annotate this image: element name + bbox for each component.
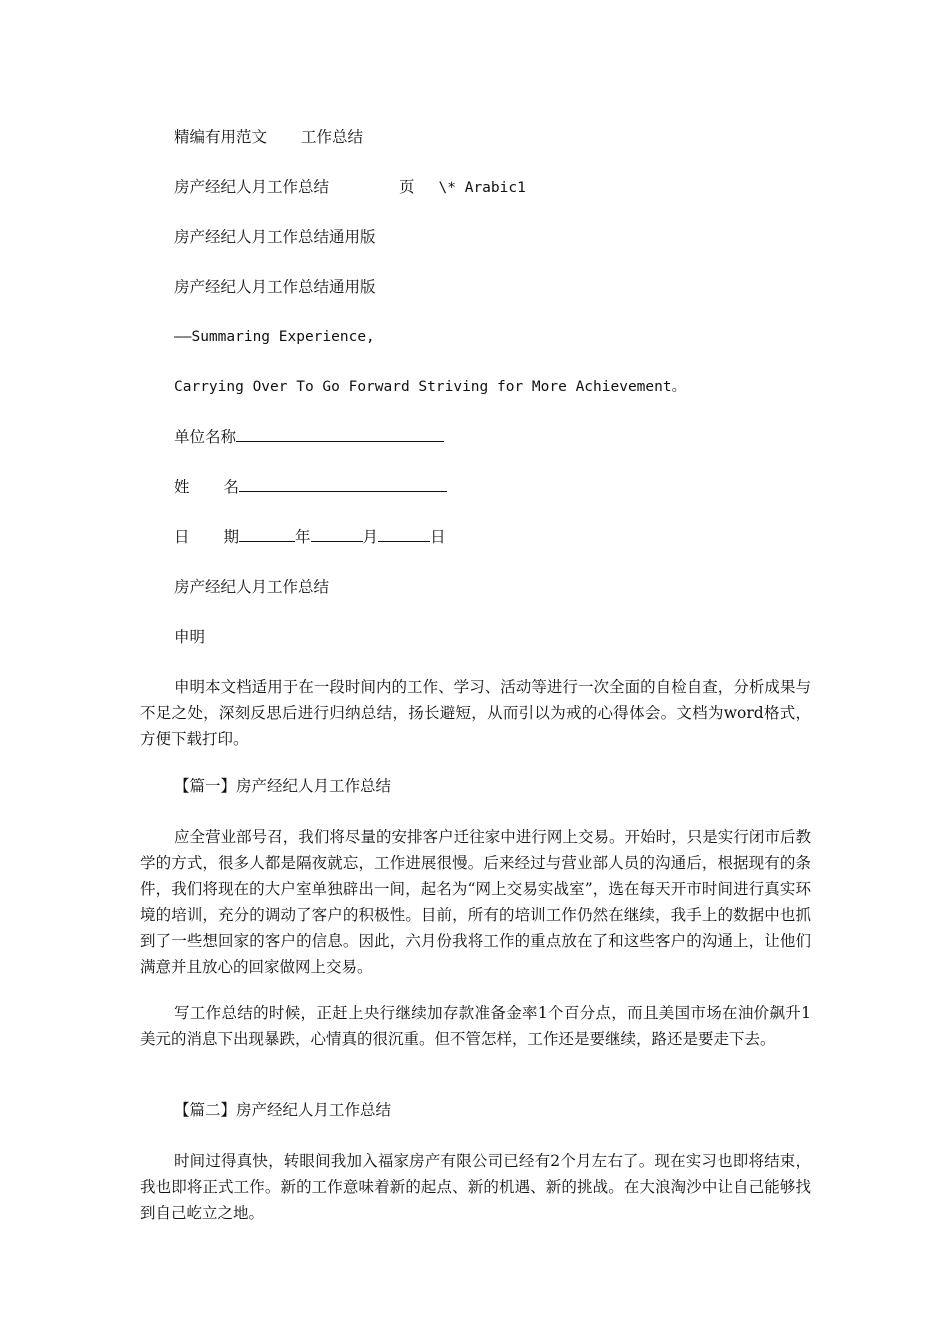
day-label: 日 — [430, 528, 446, 546]
name-field — [174, 477, 447, 497]
subtitle-line-1: ——Summaring Experience, — [174, 329, 375, 345]
section-1-paragraph-1: 应全营业部号召，我们将尽量的安排客户迁往家中进行网上交易。开始时，只是实行闭市后教学的方式，很多人都是隔夜就忘，工作进展很慢。后来经过与营业部人员的沟通后，根据现有的条件，我们将现在的大户室单独辟出一间，起名为“网上交易实战室”，选在每天开市时间进行真实环境的培训，充分的调动了客户的积极性。目前，所有的培训工作仍然在继续，我手上的数据中也抓到了一些想回家的客户的信息。因此，六月份我将工作的重点放在了和这些客户的沟通上，让他们满意并且放心的回家做网上交易。 — [140, 828, 811, 976]
page-word: 页 — [399, 178, 415, 196]
name-label-2: 名 — [223, 478, 240, 496]
statement-heading: 申明 — [174, 628, 206, 646]
name-blank — [239, 477, 447, 492]
month-label: 月 — [362, 528, 379, 546]
field-title: 房产经纪人月工作总结 — [174, 178, 330, 196]
doc-title: 房产经纪人月工作总结 — [174, 578, 330, 596]
section-heading-2: 【篇二】房产经纪人月工作总结 — [174, 1101, 392, 1119]
name-label-1: 姓 — [174, 478, 190, 496]
date-field — [174, 527, 446, 547]
unit-name-blank — [236, 427, 444, 442]
subtitle-line-2: Carrying Over To Go Forward Striving for More Achievement。 — [174, 379, 687, 395]
month-blank — [311, 527, 363, 542]
year-label: 年 — [295, 528, 311, 546]
header-left: 精编有用范文 — [174, 128, 268, 146]
field-code: \* Arabic1 — [438, 180, 526, 196]
page-header — [174, 127, 363, 147]
statement-paragraph: 申明本文档适用于在一段时间内的工作、学习、活动等进行一次全面的自检自查，分析成果与不足之处，深刻反思后进行归纳总结，扬长避短，从而引以为戒的心得体会。文档为word格式，方便下载打印。 — [140, 678, 811, 748]
section-1-paragraph-2: 写工作总结的时候，正赶上央行继续加存款准备金率1个百分点，而且美国市场在油价飙升1美元的消息下出现暴跌，心情真的很沉重。但不管怎样，工作还是要继续，路还是要走下去。 — [140, 1004, 811, 1048]
unit-name-field — [174, 427, 444, 447]
title-line-1: 房产经纪人月工作总结通用版 — [174, 228, 376, 246]
day-blank — [378, 527, 430, 542]
date-label-1: 日 — [174, 528, 190, 546]
date-label-2: 期 — [223, 528, 240, 546]
section-2-paragraph-1: 时间过得真快，转眼间我加入福家房产有限公司已经有2个月左右了。现在实习也即将结束，我也即将正式工作。新的工作意味着新的起点、新的机遇、新的挑战。在大浪淘沙中让自己能够找到自己屹立之地。 — [140, 1152, 811, 1222]
unit-name-label: 单位名称 — [174, 428, 237, 446]
year-blank — [239, 527, 295, 542]
field-code-line — [174, 177, 526, 198]
header-right: 工作总结 — [301, 128, 364, 146]
section-heading-1: 【篇一】房产经纪人月工作总结 — [174, 777, 392, 795]
title-line-2: 房产经纪人月工作总结通用版 — [174, 278, 376, 296]
